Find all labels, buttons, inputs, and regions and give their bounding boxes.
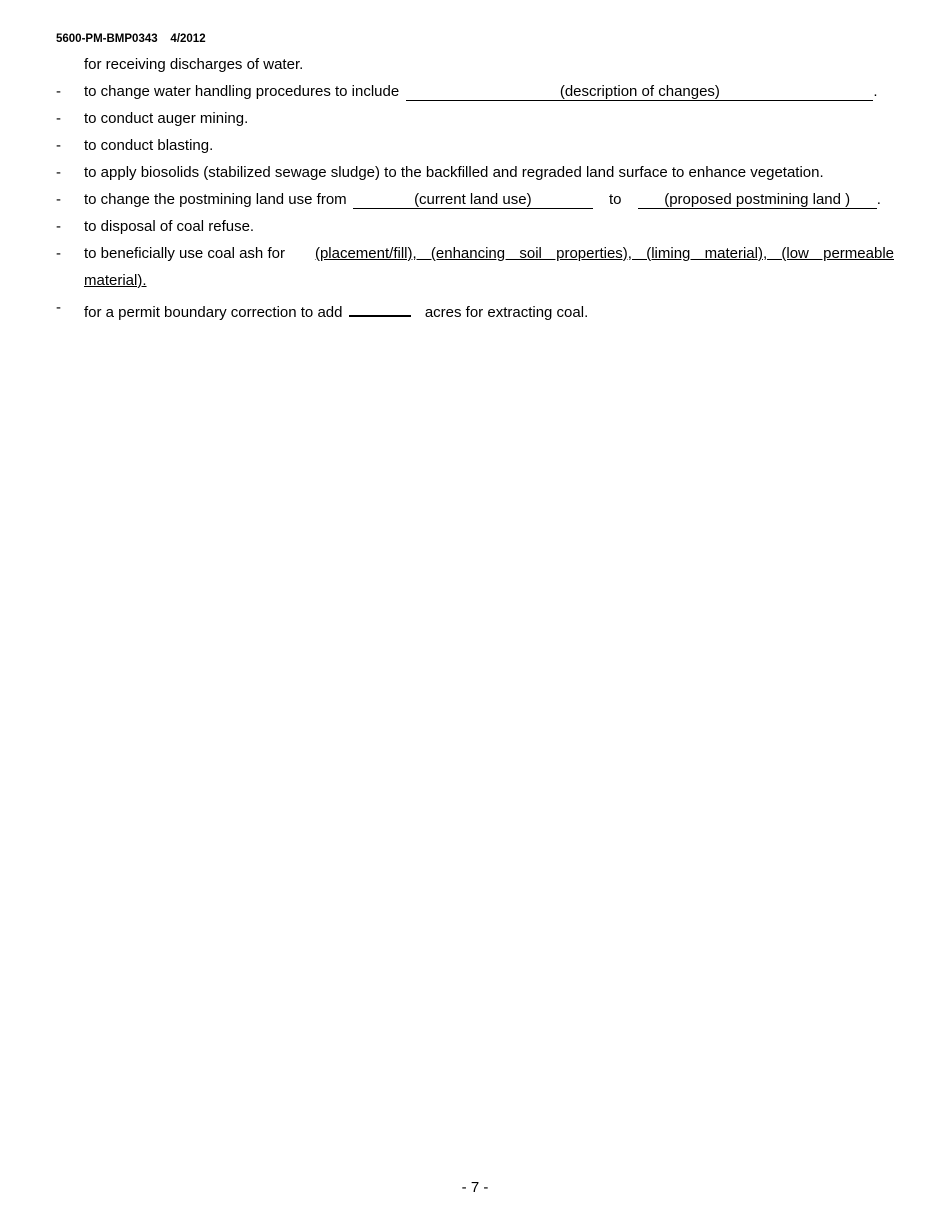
item-boundary-correction [84, 299, 588, 322]
item-boundary-prefix: for a permit boundary correction to add [84, 304, 343, 321]
proposed-land-use-blank[interactable] [638, 192, 877, 209]
item-water-handling [84, 83, 878, 101]
acres-blank[interactable] [349, 299, 411, 317]
coal-ash-uses-continued: material). [84, 272, 147, 289]
item-water-handling-prefix: to change water handling procedures to include [84, 83, 400, 100]
form-header [56, 33, 206, 45]
current-land-use-hint: (current land use) [414, 191, 532, 208]
bullet-dash: - [56, 164, 61, 181]
page-number: - 7 - [461, 1179, 489, 1196]
description-of-changes-hint: (description of changes) [559, 83, 720, 100]
bullet-dash: - [56, 83, 61, 100]
item-land-use [84, 191, 881, 209]
bullet-dash: - [56, 299, 61, 316]
bullet-dash: - [56, 110, 61, 127]
item-auger-mining: to conduct auger mining. [84, 110, 249, 127]
description-of-changes-blank[interactable] [406, 84, 873, 101]
bullet-dash: - [56, 218, 61, 235]
item-biosolids: to apply biosolids (stabilized sewage sludge) to the backfilled and regraded land surface to enhance vegetation. [84, 164, 824, 181]
item-blasting: to conduct blasting. [84, 137, 214, 154]
item-land-use-suffix: . [876, 191, 881, 208]
form-date: 4/2012 [170, 33, 206, 45]
item-boundary-suffix: acres for extracting coal. [424, 304, 589, 321]
current-land-use-blank[interactable] [353, 192, 593, 209]
item-coal-refuse: to disposal of coal refuse. [84, 218, 255, 235]
continuation-text: for receiving discharges of water. [84, 56, 304, 73]
item-coal-ash-prefix: to beneficially use coal ash for [84, 245, 285, 262]
item-water-handling-suffix: . [873, 83, 878, 100]
form-id: 5600-PM-BMP0343 [56, 33, 158, 45]
coal-ash-uses-blank[interactable]: (placement/fill), (enhancing soil properties), (liming material), (low permeable [314, 245, 894, 262]
item-land-use-prefix: to change the postmining land use from [84, 191, 347, 208]
item-land-use-to: to [609, 191, 622, 208]
bullet-dash: - [56, 191, 61, 208]
bullet-dash: - [56, 245, 61, 262]
item-coal-ash [84, 245, 894, 263]
bullet-dash: - [56, 137, 61, 154]
proposed-land-use-hint: (proposed postmining land ) [664, 191, 851, 208]
